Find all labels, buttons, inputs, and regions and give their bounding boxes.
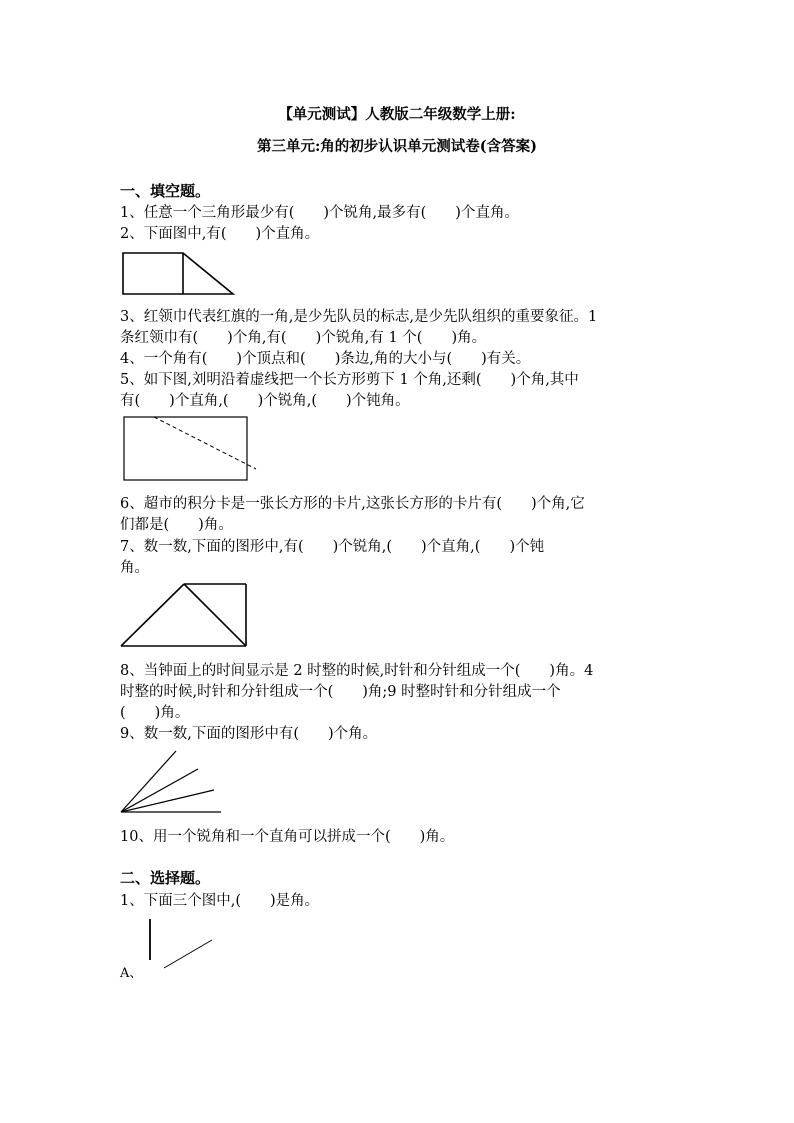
- question-8-line-1: 8、当钟面上的时间显示是 2 时整的时候,时针和分针组成一个( )角。4: [120, 663, 594, 679]
- figure-rectangle-triangle: [118, 250, 240, 298]
- figure-rays-fan: [116, 748, 224, 818]
- question-7-line-2: 角。: [120, 560, 149, 576]
- question-5-line-1: 5、如下图,刘明沿着虚线把一个长方形剪下 1 个角,还剩( )个角,其中: [120, 372, 579, 388]
- question-6-line-2: 们都是( )角。: [120, 517, 233, 533]
- question-8-line-2: 时整的时候,时针和分针组成一个( )角;9 时整时针和分针组成一个: [120, 684, 561, 700]
- question-1: 1、任意一个三角形最少有( )个锐角,最多有( )个直角。: [120, 205, 519, 221]
- figure-triangle-composite: [118, 580, 252, 650]
- question-3-line-2: 条红领巾有( )个角,有( )个锐角,有 1 个( )角。: [120, 330, 487, 346]
- page-subtitle: 第三单元:角的初步认识单元测试卷(含答案): [256, 138, 538, 155]
- section-heading-fill-blank: 一、填空题。: [120, 182, 211, 200]
- question-6-line-1: 6、超市的积分卡是一张长方形的卡片,这张长方形的卡片有( )个角,它: [120, 496, 585, 512]
- question-8-line-3: ( )角。: [120, 705, 190, 721]
- question-3-line-1: 3、红领巾代表红旗的一角,是少先队员的标志,是少先队组织的重要象征。1: [120, 309, 598, 325]
- section-heading-multiple-choice: 二、选择题。: [120, 869, 211, 887]
- figure-rectangle-dashed-cut: [118, 412, 263, 484]
- choice-question-1: 1、下面三个图中,( )是角。: [120, 893, 320, 909]
- question-4: 4、一个角有( )个顶点和( )条边,角的大小与( )有关。: [120, 351, 531, 367]
- question-7-line-1: 7、数一数,下面的图形中,有( )个锐角,( )个直角,( )个钝: [120, 539, 545, 555]
- question-2: 2、下面图中,有( )个直角。: [120, 226, 320, 242]
- question-10: 10、用一个锐角和一个直角可以拼成一个( )角。: [120, 829, 455, 845]
- page-title: 【单元测试】人教版二年级数学上册:: [278, 106, 516, 123]
- question-9: 9、数一数,下面的图形中有( )个角。: [120, 726, 378, 742]
- figure-option-a-lines: [140, 915, 220, 973]
- question-5-line-2: 有( )个直角,( )个锐角,( )个钝角。: [120, 393, 410, 409]
- option-a-label: A、: [120, 966, 143, 981]
